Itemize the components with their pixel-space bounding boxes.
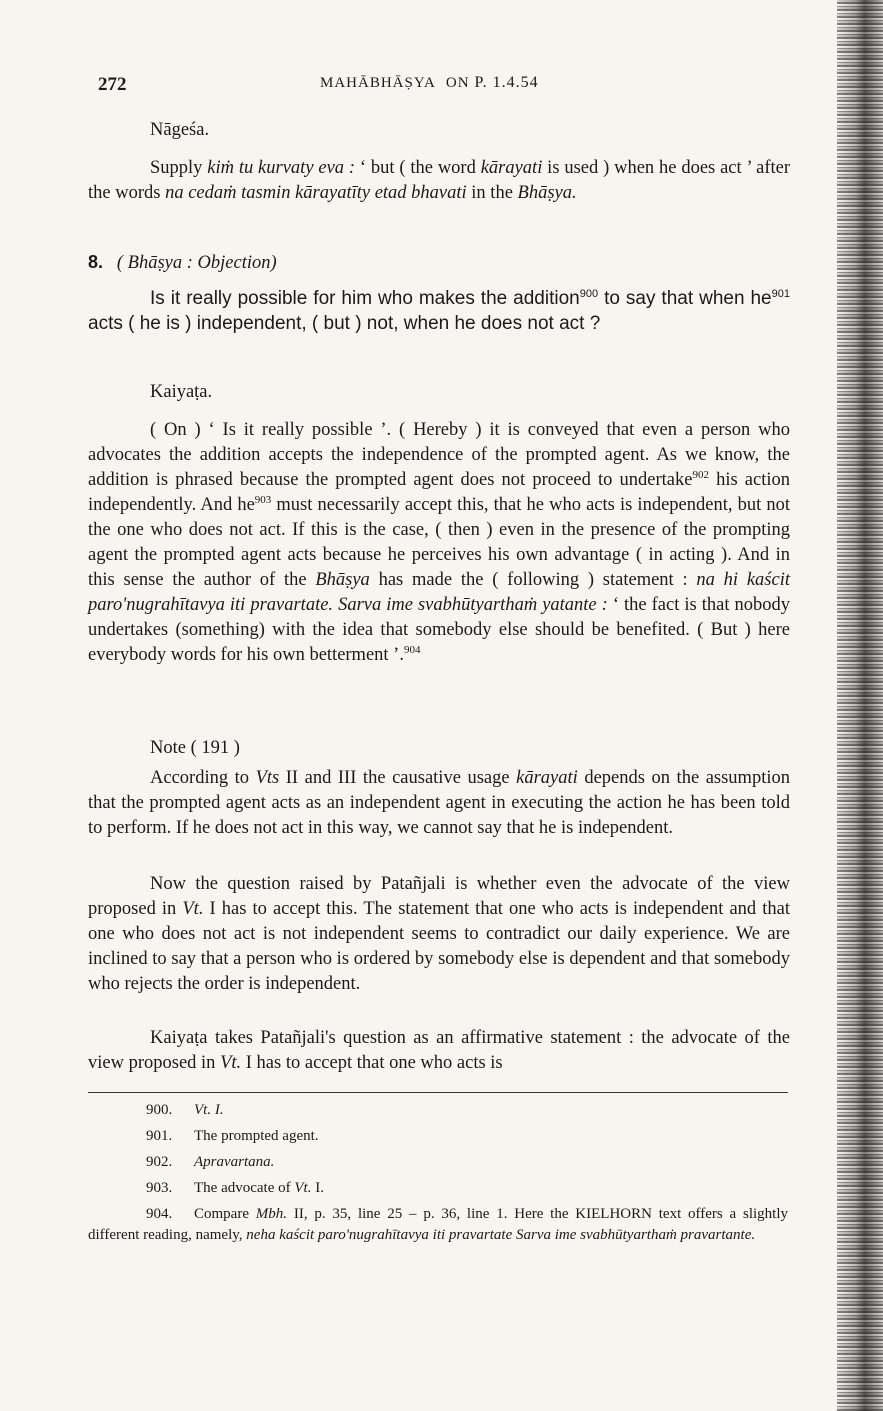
running-header — [88, 74, 788, 104]
note-paragraph-1: According to Vts II and III the causative usage kārayati depends on the assumption that the prompted agent acts as an independent agent in executing the action he has been told to perform. If he does not act in this way, we cannot say that he is independent. — [88, 768, 790, 838]
section-number: 8. — [88, 252, 104, 272]
nagesa-heading-block — [88, 118, 790, 143]
footnote-divider — [88, 1092, 788, 1093]
section-label: ( Bhāṣya : Objection) — [116, 253, 277, 273]
note-heading: Note ( 191 ) — [150, 738, 240, 758]
section-8-heading — [88, 250, 790, 276]
kaiyata-heading-block — [88, 380, 790, 405]
footnote-902: 902. Apravartana. — [146, 1154, 275, 1170]
footnote-903: 903. The advocate of Vt. I. — [146, 1180, 324, 1196]
note-heading-block — [88, 736, 790, 761]
footnote-904: 904. Compare Mbh. II, p. 35, line 25 – p. 36, line 1. Here the KIELHORN text offers a slightly different reading, namely, neha kaścit paro'nugrahītavya iti pravartate Sarva ime svabhūtyarthaṁ pravartante. — [88, 1206, 788, 1243]
note-paragraph-2: Now the question raised by Patañjali is whether even the advocate of the view proposed in Vt. I has to accept this. The statement that one who acts is independent and that one who does not act is not independent seems to contradict our daily experience. We are inclined to say that a person who is ordered by somebody else is dependent and that somebody who rejects the order is independent. — [88, 874, 790, 994]
nagesa-heading: Nāgeśa. — [150, 120, 210, 140]
footnote-900: 900. Vt. I. — [146, 1102, 224, 1118]
note-paragraph-3: Kaiyaṭa takes Patañjali's question as an affirmative statement : the advocate of the view proposed in Vt. I has to accept that one who acts is — [88, 1028, 790, 1073]
nagesa-paragraph: Supply kiṁ tu kurvaty eva : ‘ but ( the word kārayati is used ) when he does act ’ after the words na cedaṁ tasmin kārayatīty etad bhavati in the Bhāṣya. — [88, 158, 790, 203]
objection-paragraph: Is it really possible for him who makes the addition$^{900}$ to say that when $he^{901}$ acts ( he is ) independent, ( but ) not, when he does not act ? — [88, 288, 790, 334]
kaiyata-heading: Kaiyaṭa. — [150, 382, 213, 402]
page-number: 272 — [98, 74, 127, 95]
kaiyata-paragraph: ( On ) ‘ Is it really possible ’. ( Hereby ) it is conveyed that even a person who advocates the addition accepts the independence of the prompted agent. As we know, the addition is phrased because the prompted agent does not proceed to undertake$^{902}$ his action independently. And $he^{903}$ must necessarily accept this, that he who acts is independent, but not the one who does not act. If this is the case, ( then ) even in the presence of the prompting agent the prompted agent acts because he perceives his own advantage ( in acting ). And in this sense the author of the Bhāṣya has made the ( following ) statement : na hi kaścit paro'nugrahītavya iti pravartate. Sarva ime svabhūtyarthaṁ yatante : ‘ the fact is that nobody undertakes (something) with the idea that somebody else should be benefited. ( But ) here everybody words for his own betterment ’.$^{904}$ — [88, 420, 791, 665]
page-edge-shadow — [837, 0, 883, 1411]
footnote-901: 901. The prompted agent. — [146, 1128, 319, 1144]
header-title: MAHĀBHĀṢYA ON P. 1.4.54 — [320, 74, 539, 91]
